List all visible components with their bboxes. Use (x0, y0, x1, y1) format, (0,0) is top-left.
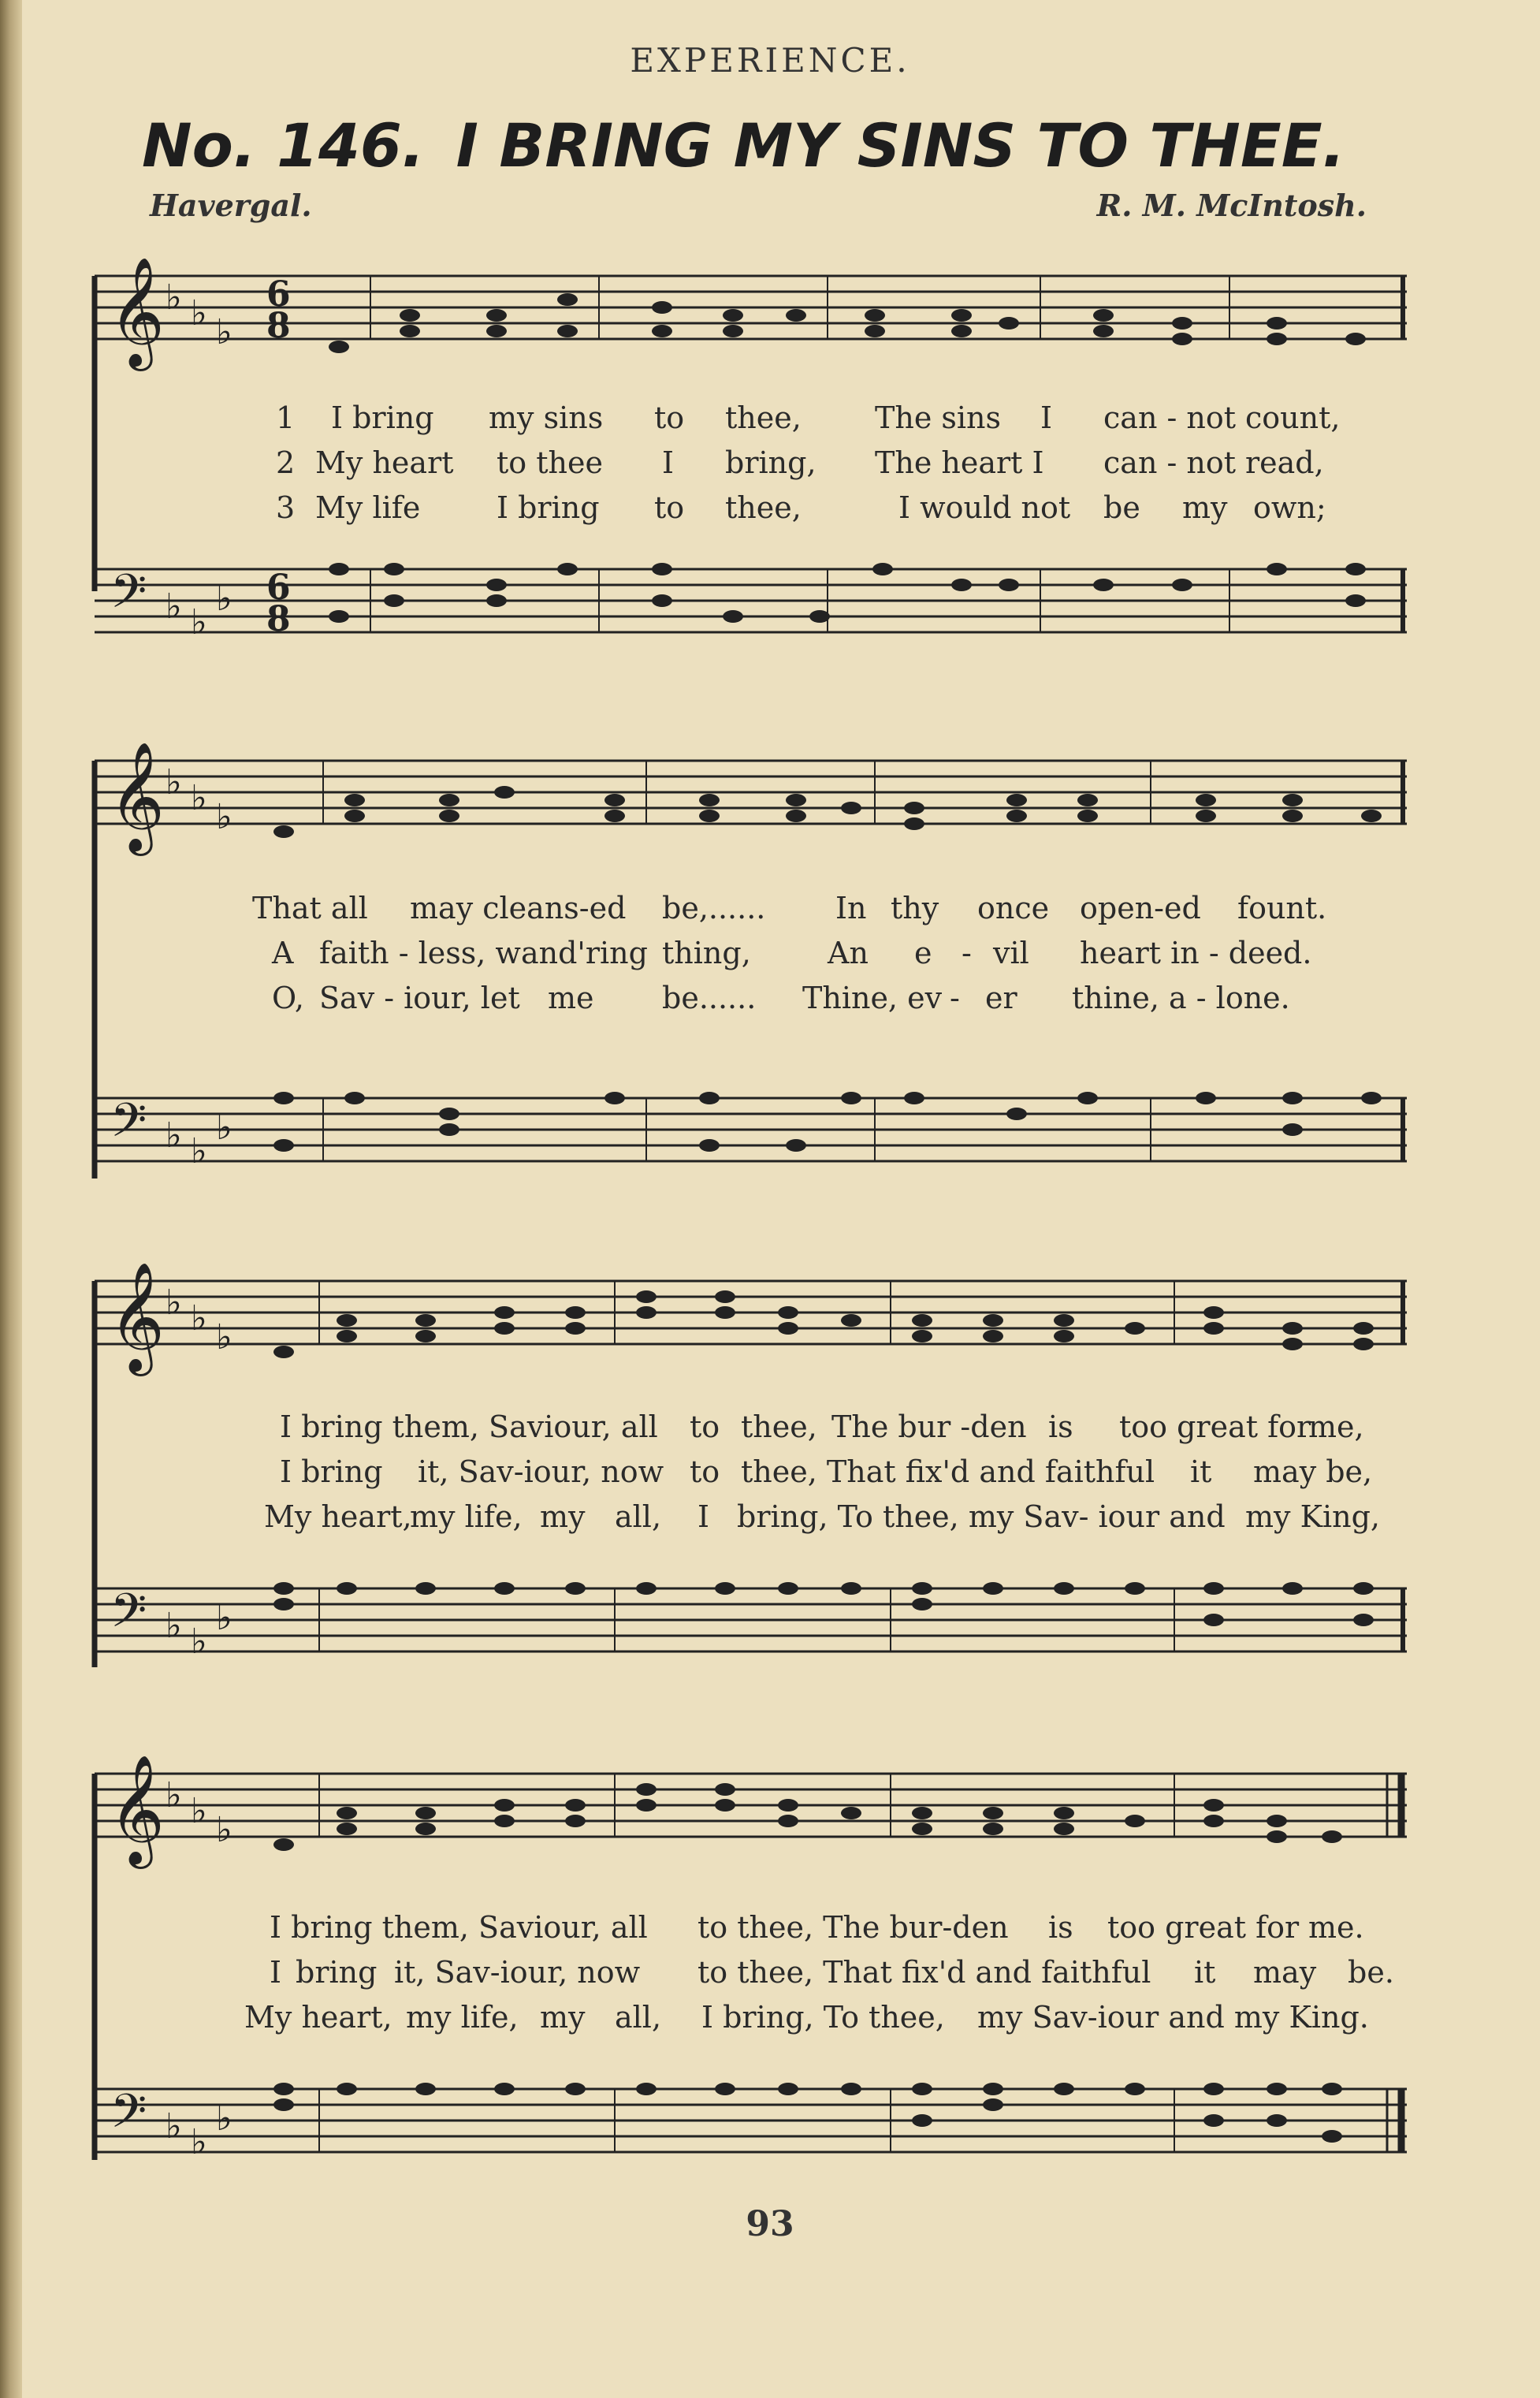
lyric-word: my King, (1245, 1499, 1380, 1534)
lyric-word: my Sav-iour and my King. (977, 2000, 1369, 2035)
flat-icon: ♭ (166, 1606, 182, 1646)
lyric-word: to (690, 1409, 720, 1444)
lyric-word: own; (1253, 490, 1326, 525)
lyric-word: me. (1308, 1910, 1364, 1945)
lyric-word: count, (1245, 400, 1341, 435)
verse-3-line (95, 2000, 1407, 2044)
lyric-word: vil (993, 936, 1029, 970)
bass-staff-drawing (95, 1581, 1407, 1667)
verse-3-line (95, 981, 1407, 1025)
lyric-word: I (270, 1955, 282, 1990)
treble-staff (95, 1262, 1407, 1372)
verse-number: 2 (276, 445, 296, 480)
lyric-word: is (1048, 1409, 1073, 1444)
treble-staff (95, 1755, 1407, 1864)
lyric-word: Thine, ev (802, 981, 943, 1015)
lyric-word: That all (252, 891, 368, 925)
lyric-word: all, (615, 2000, 662, 2035)
lyric-word: I (1040, 400, 1053, 435)
lyric-word: I bring (280, 1454, 383, 1489)
lyric-word: it, Sav-iour, now (394, 1955, 641, 1990)
verse-3-line (95, 1499, 1407, 1543)
lyric-word: bring (296, 1955, 378, 1990)
lyric-word: thine, a - lone. (1072, 981, 1290, 1015)
treble-clef-icon: 𝄞 (109, 257, 165, 367)
bass-staff (95, 1581, 1407, 1667)
lyric-word: I (697, 1499, 710, 1534)
lyric-word: Sav - iour, let (319, 981, 520, 1015)
time-signature-bottom: 8 (266, 306, 291, 346)
lyric-word: O, (272, 981, 305, 1015)
section-header: EXPERIENCE. (630, 41, 910, 80)
lyric-word: A (272, 936, 294, 970)
lyric-word: my (540, 1499, 586, 1534)
lyric-word: I bring them, Saviour, all (280, 1409, 658, 1444)
time-signature-top: 6 (266, 568, 291, 608)
page-number: 93 (746, 2204, 794, 2244)
lyric-word: open-ed (1080, 891, 1201, 925)
bass-staff (95, 2081, 1407, 2168)
flat-icon: ♭ (191, 1791, 207, 1831)
lyric-word: - (950, 981, 960, 1015)
lyric-word: be...... (662, 981, 757, 1015)
verse-1-line (95, 400, 1407, 445)
lyric-word: thee, (725, 400, 802, 435)
lyric-word: may be, (1253, 1454, 1373, 1489)
lyric-word: In (835, 891, 867, 925)
flat-icon: ♭ (216, 2098, 232, 2139)
flat-icon: ♭ (191, 2122, 207, 2162)
flat-icon: ♭ (191, 293, 207, 333)
flat-icon: ♭ (216, 1108, 232, 1148)
lyric-word: to thee, The bur-den (697, 1910, 1009, 1945)
verse-number: 1 (276, 400, 296, 435)
lyric-word: read, (1245, 445, 1324, 480)
hymn-number: No. 146. (142, 110, 425, 181)
verse-number: 3 (276, 490, 296, 525)
flat-icon: ♭ (166, 277, 182, 318)
treble-staff (95, 257, 1407, 367)
lyric-word: I bring (497, 490, 600, 525)
treble-staff-drawing (95, 742, 1407, 851)
lyric-word: my (540, 2000, 586, 2035)
lyric-word: to thee, That fix'd and faithful (697, 1955, 1151, 1990)
lyric-word: heart in - deed. (1080, 936, 1312, 970)
lyric-word: may (1253, 1955, 1317, 1990)
lyric-word: My heart, (264, 1499, 412, 1534)
lyric-word: thing, (662, 936, 751, 970)
bass-staff (95, 561, 1407, 648)
treble-clef-icon: 𝄞 (109, 1262, 165, 1372)
lyric-word: me (548, 981, 594, 1015)
lyric-word: bring, To thee, my Sav- iour and (737, 1499, 1226, 1534)
verse-2-line (95, 1454, 1407, 1499)
lyric-word: er (985, 981, 1017, 1015)
lyric-word: I bring, To thee, (701, 2000, 945, 2035)
lyric-word: My heart, (244, 2000, 392, 2035)
time-signature-top: 6 (266, 274, 291, 315)
verse-1-line (95, 891, 1407, 935)
treble-staff (95, 742, 1407, 851)
flat-icon: ♭ (166, 586, 182, 627)
lyric-word: too great for (1107, 1910, 1300, 1945)
verse-2-line (95, 1955, 1407, 1999)
bass-staff-drawing (95, 561, 1407, 648)
composer-credit: R. M. McIntosh. (1096, 188, 1367, 223)
flat-icon: ♭ (216, 1810, 232, 1850)
lyric-word: to (690, 1454, 720, 1489)
flat-icon: ♭ (216, 797, 232, 837)
lyric-word: to (654, 490, 685, 525)
lyric-word: faith - less, wand'ring (319, 936, 648, 970)
flat-icon: ♭ (216, 579, 232, 619)
flat-icon: ♭ (166, 1283, 182, 1323)
lyric-word: may cleans-ed (410, 891, 627, 925)
flat-icon: ♭ (216, 312, 232, 352)
verse-2-line (95, 445, 1407, 490)
lyric-word: My heart (315, 445, 454, 480)
lyric-word: too great for (1119, 1409, 1311, 1444)
flat-icon: ♭ (191, 1298, 207, 1339)
lyric-word: - (962, 936, 972, 970)
flat-icon: ♭ (166, 2106, 182, 2147)
verse-3-line (95, 490, 1407, 534)
lyric-word: can - not (1103, 445, 1237, 480)
lyric-word: it, Sav-iour, now (418, 1454, 664, 1489)
lyric-word: thee, (741, 1409, 817, 1444)
hymn-title-line (142, 110, 1403, 181)
lyric-word: to thee (497, 445, 603, 480)
lyric-word: be (1103, 490, 1140, 525)
lyric-word: I (662, 445, 675, 480)
flat-icon: ♭ (191, 778, 207, 818)
treble-staff-drawing (95, 1755, 1407, 1864)
lyric-word: My life (315, 490, 421, 525)
lyric-word: The bur -den (831, 1409, 1027, 1444)
lyric-word: be. (1348, 1955, 1394, 1990)
time-signature-bottom: 8 (266, 599, 291, 639)
flat-icon: ♭ (166, 1115, 182, 1156)
lyric-word: me, (1308, 1409, 1364, 1444)
verse-2-line (95, 936, 1407, 980)
book-binding-edge (0, 0, 22, 2398)
lyric-word: all, (615, 1499, 662, 1534)
bass-staff-drawing (95, 2081, 1407, 2168)
bass-staff (95, 1090, 1407, 1177)
verse-1-line (95, 1910, 1407, 1954)
lyric-word: my life, (406, 2000, 519, 2035)
treble-staff-drawing (95, 257, 1407, 367)
lyric-word: my (1182, 490, 1228, 525)
lyric-word: be,...... (662, 891, 766, 925)
lyric-word: it (1194, 1955, 1216, 1990)
lyric-word: thee, (725, 490, 802, 525)
lyric-word: thee, That fix'd and faithful (741, 1454, 1155, 1489)
bass-clef-icon: 𝄢 (110, 1583, 147, 1649)
hymn-title: I BRING MY SINS TO THEE. (456, 110, 1345, 181)
lyric-word: I bring (331, 400, 434, 435)
treble-staff-drawing (95, 1262, 1407, 1372)
lyric-word: my life, (410, 1499, 523, 1534)
lyric-word: to (654, 400, 685, 435)
lyric-word: The heart I (875, 445, 1044, 480)
lyric-word: thy (891, 891, 939, 925)
lyric-word: bring, (725, 445, 816, 480)
flat-icon: ♭ (166, 762, 182, 802)
bass-clef-icon: 𝄢 (110, 2083, 147, 2150)
bass-clef-icon: 𝄢 (110, 1093, 147, 1159)
lyric-word: The sins (875, 400, 1002, 435)
lyric-word: e (914, 936, 932, 970)
lyric-word: once (977, 891, 1050, 925)
flat-icon: ♭ (216, 1598, 232, 1638)
treble-clef-icon: 𝄞 (109, 1755, 165, 1864)
lyric-word: I bring them, Saviour, all (270, 1910, 648, 1945)
lyric-word: is (1048, 1910, 1073, 1945)
lyric-word: An (828, 936, 869, 970)
bass-staff-drawing (95, 1090, 1407, 1177)
bass-clef-icon: 𝄢 (110, 564, 147, 630)
flat-icon: ♭ (216, 1317, 232, 1357)
lyricist-credit: Havergal. (150, 188, 312, 223)
lyric-word: my sins (489, 400, 604, 435)
lyric-word: it (1190, 1454, 1212, 1489)
lyric-word: I would not (898, 490, 1071, 525)
verse-1-line (95, 1409, 1407, 1454)
flat-icon: ♭ (166, 1775, 182, 1815)
flat-icon: ♭ (191, 1131, 207, 1171)
flat-icon: ♭ (191, 602, 207, 642)
flat-icon: ♭ (191, 1622, 207, 1662)
treble-clef-icon: 𝄞 (109, 742, 165, 851)
lyric-word: fount. (1237, 891, 1327, 925)
lyric-word: can - not (1103, 400, 1237, 435)
